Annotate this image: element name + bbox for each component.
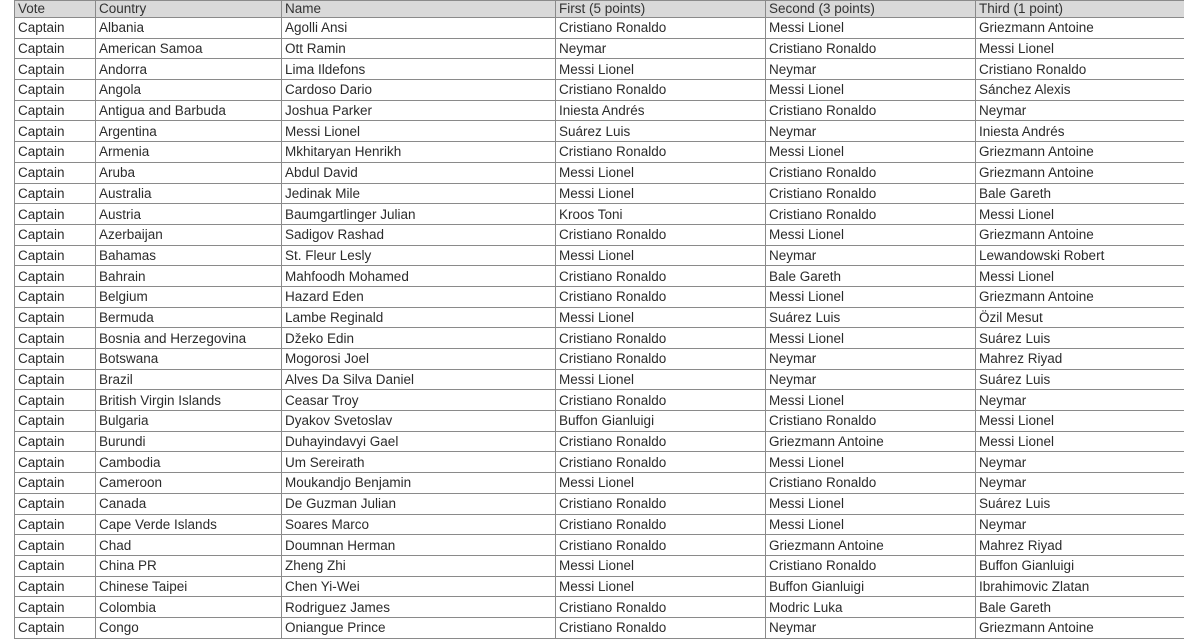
country-cell: Argentina: [96, 121, 282, 142]
first-choice-cell: Cristiano Ronaldo: [556, 493, 766, 514]
name-cell: Doumnan Herman: [282, 535, 556, 556]
country-cell: Azerbaijan: [96, 224, 282, 245]
country-cell: Angola: [96, 80, 282, 101]
vote-results-sheet: [14, 0, 1184, 640]
country-cell: Bulgaria: [96, 411, 282, 432]
second-choice-cell: Cristiano Ronaldo: [766, 100, 976, 121]
third-choice-cell: Ibrahimovic Zlatan: [976, 576, 1185, 597]
column-header-country: Country: [96, 1, 282, 18]
vote-cell: Captain: [15, 245, 96, 266]
third-choice-cell: Suárez Luis: [976, 493, 1185, 514]
table-row: [15, 80, 1185, 101]
first-choice-cell: Messi Lionel: [556, 369, 766, 390]
third-choice-cell: Messi Lionel: [976, 411, 1185, 432]
vote-cell: Captain: [15, 411, 96, 432]
second-choice-cell: Messi Lionel: [766, 286, 976, 307]
name-cell: Soares Marco: [282, 514, 556, 535]
first-choice-cell: Cristiano Ronaldo: [556, 349, 766, 370]
name-cell: Ceasar Troy: [282, 390, 556, 411]
third-choice-cell: Mahrez Riyad: [976, 349, 1185, 370]
name-cell: Um Sereirath: [282, 452, 556, 473]
first-choice-cell: Iniesta Andrés: [556, 100, 766, 121]
column-header-second: Second (3 points): [766, 1, 976, 18]
third-choice-cell: Griezmann Antoine: [976, 224, 1185, 245]
country-cell: Cape Verde Islands: [96, 514, 282, 535]
country-cell: Belgium: [96, 286, 282, 307]
name-cell: Chen Yi-Wei: [282, 576, 556, 597]
name-cell: Ott Ramin: [282, 38, 556, 59]
vote-cell: Captain: [15, 80, 96, 101]
third-choice-cell: Messi Lionel: [976, 266, 1185, 287]
first-choice-cell: Cristiano Ronaldo: [556, 18, 766, 39]
country-cell: China PR: [96, 555, 282, 576]
name-cell: Duhayindavyi Gael: [282, 431, 556, 452]
column-header-first: First (5 points): [556, 1, 766, 18]
table-row: [15, 59, 1185, 80]
second-choice-cell: Messi Lionel: [766, 493, 976, 514]
second-choice-cell: Messi Lionel: [766, 224, 976, 245]
name-cell: Jedinak Mile: [282, 183, 556, 204]
first-choice-cell: Neymar: [556, 38, 766, 59]
vote-cell: Captain: [15, 18, 96, 39]
third-choice-cell: Sánchez Alexis: [976, 80, 1185, 101]
table-row: [15, 473, 1185, 494]
table-row: [15, 183, 1185, 204]
third-choice-cell: Bale Gareth: [976, 597, 1185, 618]
table-row: [15, 390, 1185, 411]
country-cell: Botswana: [96, 349, 282, 370]
country-cell: Cameroon: [96, 473, 282, 494]
vote-cell: Captain: [15, 162, 96, 183]
second-choice-cell: Neymar: [766, 245, 976, 266]
second-choice-cell: Cristiano Ronaldo: [766, 473, 976, 494]
second-choice-cell: Messi Lionel: [766, 18, 976, 39]
vote-cell: Captain: [15, 473, 96, 494]
first-choice-cell: Messi Lionel: [556, 183, 766, 204]
first-choice-cell: Cristiano Ronaldo: [556, 80, 766, 101]
third-choice-cell: Özil Mesut: [976, 307, 1185, 328]
first-choice-cell: Suárez Luis: [556, 121, 766, 142]
name-cell: St. Fleur Lesly: [282, 245, 556, 266]
first-choice-cell: Messi Lionel: [556, 245, 766, 266]
second-choice-cell: Cristiano Ronaldo: [766, 555, 976, 576]
country-cell: Andorra: [96, 59, 282, 80]
column-header-third: Third (1 point): [976, 1, 1185, 18]
name-cell: Rodriguez James: [282, 597, 556, 618]
vote-cell: Captain: [15, 493, 96, 514]
table-row: [15, 452, 1185, 473]
first-choice-cell: Cristiano Ronaldo: [556, 514, 766, 535]
vote-cell: Captain: [15, 390, 96, 411]
vote-cell: Captain: [15, 204, 96, 225]
vote-cell: Captain: [15, 328, 96, 349]
country-cell: Bermuda: [96, 307, 282, 328]
table-row: [15, 328, 1185, 349]
second-choice-cell: Neymar: [766, 59, 976, 80]
name-cell: Cardoso Dario: [282, 80, 556, 101]
table-row: [15, 100, 1185, 121]
name-cell: Oniangue Prince: [282, 617, 556, 638]
country-cell: Albania: [96, 18, 282, 39]
country-cell: American Samoa: [96, 38, 282, 59]
name-cell: Dyakov Svetoslav: [282, 411, 556, 432]
third-choice-cell: Buffon Gianluigi: [976, 555, 1185, 576]
vote-cell: Captain: [15, 121, 96, 142]
vote-cell: Captain: [15, 555, 96, 576]
table-row: [15, 431, 1185, 452]
country-cell: Canada: [96, 493, 282, 514]
vote-cell: Captain: [15, 38, 96, 59]
name-cell: Messi Lionel: [282, 121, 556, 142]
header-row: [15, 1, 1185, 18]
name-cell: Abdul David: [282, 162, 556, 183]
vote-cell: Captain: [15, 307, 96, 328]
table-row: [15, 121, 1185, 142]
name-cell: Džeko Edin: [282, 328, 556, 349]
table-row: [15, 162, 1185, 183]
third-choice-cell: Neymar: [976, 100, 1185, 121]
first-choice-cell: Cristiano Ronaldo: [556, 597, 766, 618]
name-cell: Alves Da Silva Daniel: [282, 369, 556, 390]
vote-cell: Captain: [15, 266, 96, 287]
vote-cell: Captain: [15, 142, 96, 163]
second-choice-cell: Messi Lionel: [766, 390, 976, 411]
vote-cell: Captain: [15, 617, 96, 638]
third-choice-cell: Bale Gareth: [976, 183, 1185, 204]
first-choice-cell: Cristiano Ronaldo: [556, 328, 766, 349]
second-choice-cell: Buffon Gianluigi: [766, 576, 976, 597]
second-choice-cell: Neymar: [766, 121, 976, 142]
vote-cell: Captain: [15, 100, 96, 121]
first-choice-cell: Cristiano Ronaldo: [556, 535, 766, 556]
second-choice-cell: Cristiano Ronaldo: [766, 38, 976, 59]
country-cell: Antigua and Barbuda: [96, 100, 282, 121]
third-choice-cell: Griezmann Antoine: [976, 162, 1185, 183]
vote-cell: Captain: [15, 431, 96, 452]
country-cell: Austria: [96, 204, 282, 225]
vote-cell: Captain: [15, 59, 96, 80]
first-choice-cell: Messi Lionel: [556, 307, 766, 328]
country-cell: Bahrain: [96, 266, 282, 287]
table-row: [15, 369, 1185, 390]
table-row: [15, 245, 1185, 266]
name-cell: Joshua Parker: [282, 100, 556, 121]
country-cell: Chad: [96, 535, 282, 556]
third-choice-cell: Messi Lionel: [976, 38, 1185, 59]
second-choice-cell: Messi Lionel: [766, 142, 976, 163]
first-choice-cell: Messi Lionel: [556, 59, 766, 80]
third-choice-cell: Suárez Luis: [976, 369, 1185, 390]
name-cell: Baumgartlinger Julian: [282, 204, 556, 225]
second-choice-cell: Messi Lionel: [766, 328, 976, 349]
first-choice-cell: Cristiano Ronaldo: [556, 390, 766, 411]
third-choice-cell: Neymar: [976, 390, 1185, 411]
vote-cell: Captain: [15, 514, 96, 535]
name-cell: De Guzman Julian: [282, 493, 556, 514]
second-choice-cell: Neymar: [766, 349, 976, 370]
second-choice-cell: Neymar: [766, 369, 976, 390]
table-row: [15, 349, 1185, 370]
name-cell: Mkhitaryan Henrikh: [282, 142, 556, 163]
third-choice-cell: Messi Lionel: [976, 204, 1185, 225]
third-choice-cell: Cristiano Ronaldo: [976, 59, 1185, 80]
third-choice-cell: Griezmann Antoine: [976, 617, 1185, 638]
vote-cell: Captain: [15, 224, 96, 245]
first-choice-cell: Cristiano Ronaldo: [556, 266, 766, 287]
table-row: [15, 576, 1185, 597]
second-choice-cell: Messi Lionel: [766, 452, 976, 473]
vote-cell: Captain: [15, 183, 96, 204]
vote-cell: Captain: [15, 349, 96, 370]
name-cell: Zheng Zhi: [282, 555, 556, 576]
name-cell: Hazard Eden: [282, 286, 556, 307]
vote-cell: Captain: [15, 576, 96, 597]
first-choice-cell: Cristiano Ronaldo: [556, 286, 766, 307]
name-cell: Moukandjo Benjamin: [282, 473, 556, 494]
third-choice-cell: Lewandowski Robert: [976, 245, 1185, 266]
first-choice-cell: Cristiano Ronaldo: [556, 617, 766, 638]
third-choice-cell: Neymar: [976, 452, 1185, 473]
first-choice-cell: Messi Lionel: [556, 555, 766, 576]
second-choice-cell: Griezmann Antoine: [766, 431, 976, 452]
table-row: [15, 411, 1185, 432]
table-row: [15, 514, 1185, 535]
country-cell: Bosnia and Herzegovina: [96, 328, 282, 349]
vote-cell: Captain: [15, 597, 96, 618]
first-choice-cell: Kroos Toni: [556, 204, 766, 225]
country-cell: Burundi: [96, 431, 282, 452]
second-choice-cell: Messi Lionel: [766, 80, 976, 101]
table-row: [15, 617, 1185, 638]
country-cell: Congo: [96, 617, 282, 638]
second-choice-cell: Cristiano Ronaldo: [766, 411, 976, 432]
second-choice-cell: Bale Gareth: [766, 266, 976, 287]
second-choice-cell: Messi Lionel: [766, 514, 976, 535]
third-choice-cell: Griezmann Antoine: [976, 142, 1185, 163]
name-cell: Mahfoodh Mohamed: [282, 266, 556, 287]
country-cell: Australia: [96, 183, 282, 204]
country-cell: Cambodia: [96, 452, 282, 473]
vote-cell: Captain: [15, 286, 96, 307]
table-row: [15, 535, 1185, 556]
table-row: [15, 266, 1185, 287]
vote-cell: Captain: [15, 535, 96, 556]
name-cell: Lima Ildefons: [282, 59, 556, 80]
first-choice-cell: Messi Lionel: [556, 576, 766, 597]
table-row: [15, 493, 1185, 514]
table-row: [15, 18, 1185, 39]
table-row: [15, 307, 1185, 328]
vote-cell: Captain: [15, 369, 96, 390]
country-cell: Aruba: [96, 162, 282, 183]
table-row: [15, 224, 1185, 245]
third-choice-cell: Neymar: [976, 473, 1185, 494]
first-choice-cell: Cristiano Ronaldo: [556, 431, 766, 452]
second-choice-cell: Neymar: [766, 617, 976, 638]
third-choice-cell: Griezmann Antoine: [976, 18, 1185, 39]
name-cell: Lambe Reginald: [282, 307, 556, 328]
table-row: [15, 597, 1185, 618]
first-choice-cell: Messi Lionel: [556, 162, 766, 183]
second-choice-cell: Cristiano Ronaldo: [766, 204, 976, 225]
second-choice-cell: Modric Luka: [766, 597, 976, 618]
table-row: [15, 142, 1185, 163]
country-cell: Chinese Taipei: [96, 576, 282, 597]
name-cell: Mogorosi Joel: [282, 349, 556, 370]
first-choice-cell: Buffon Gianluigi: [556, 411, 766, 432]
country-cell: Armenia: [96, 142, 282, 163]
table-row: [15, 286, 1185, 307]
second-choice-cell: Griezmann Antoine: [766, 535, 976, 556]
table-body: [15, 18, 1185, 639]
column-header-vote: Vote: [15, 1, 96, 18]
first-choice-cell: Messi Lionel: [556, 473, 766, 494]
table-row: [15, 204, 1185, 225]
table-row: [15, 555, 1185, 576]
table-row: [15, 38, 1185, 59]
country-cell: Bahamas: [96, 245, 282, 266]
country-cell: Brazil: [96, 369, 282, 390]
country-cell: Colombia: [96, 597, 282, 618]
vote-results-table: [14, 0, 1184, 639]
second-choice-cell: Suárez Luis: [766, 307, 976, 328]
vote-cell: Captain: [15, 452, 96, 473]
first-choice-cell: Cristiano Ronaldo: [556, 452, 766, 473]
third-choice-cell: Messi Lionel: [976, 431, 1185, 452]
column-header-name: Name: [282, 1, 556, 18]
third-choice-cell: Iniesta Andrés: [976, 121, 1185, 142]
second-choice-cell: Cristiano Ronaldo: [766, 162, 976, 183]
table-header: [15, 1, 1185, 18]
name-cell: Agolli Ansi: [282, 18, 556, 39]
first-choice-cell: Cristiano Ronaldo: [556, 224, 766, 245]
third-choice-cell: Neymar: [976, 514, 1185, 535]
second-choice-cell: Cristiano Ronaldo: [766, 183, 976, 204]
first-choice-cell: Cristiano Ronaldo: [556, 142, 766, 163]
third-choice-cell: Mahrez Riyad: [976, 535, 1185, 556]
third-choice-cell: Suárez Luis: [976, 328, 1185, 349]
country-cell: British Virgin Islands: [96, 390, 282, 411]
third-choice-cell: Griezmann Antoine: [976, 286, 1185, 307]
name-cell: Sadigov Rashad: [282, 224, 556, 245]
